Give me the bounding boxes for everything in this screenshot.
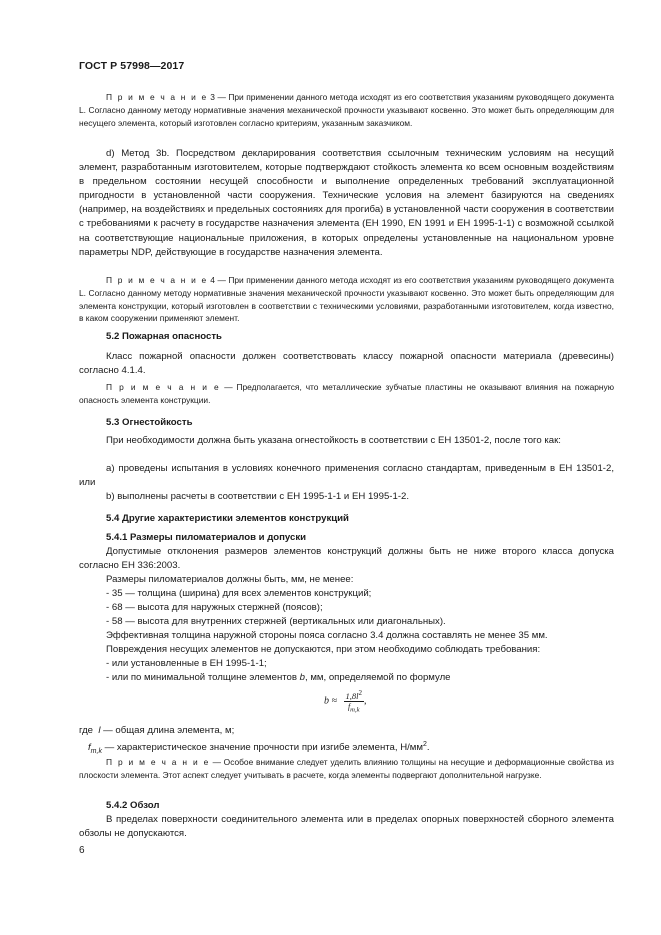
- section-5-4-1-heading: 5.4.1 Размеры пиломатериалов и допуски: [106, 532, 307, 543]
- section-5-4-2-heading: 5.4.2 Обзол: [106, 800, 160, 811]
- section-5-2-note: [79, 381, 614, 407]
- section-5-4-2-text: В пределах поверхности соединительного элемента или в пределах опорных поверхностей сборного элемента обзолы не допускаются.: [79, 814, 614, 840]
- section-5-3-item-b: b) выполнены расчеты в соответствии с ЕН 1995-1-1 и ЕН 1995-1-2.: [106, 491, 410, 502]
- where-description: — характеристическое значение прочности при изгибе элемента, Н/мм: [101, 742, 423, 754]
- variable-b: b: [299, 672, 305, 683]
- variable-l: l: [98, 725, 101, 736]
- denominator-text: f: [347, 701, 351, 711]
- formula-tail: ,: [364, 695, 367, 707]
- unit-exponent: 2: [422, 741, 427, 748]
- where-line-1: [79, 724, 234, 738]
- note-thickness: [79, 756, 614, 782]
- section-5-4-1-line: Повреждения несущих элементов не допускаются, при этом необходимо соблюдать требования:: [106, 644, 541, 655]
- thickness-formula: [324, 689, 367, 713]
- note-label: П р и м е ч а н и е: [106, 92, 208, 102]
- denominator-subscript: m,k: [350, 706, 360, 714]
- document-header: ГОСТ Р 57998—2017: [79, 60, 185, 72]
- section-5-4-1-line: Размеры пиломатериалов должны быть, мм, не менее:: [106, 574, 354, 585]
- where-description: — общая длина элемента, м;: [100, 725, 235, 736]
- numerator-exponent: 2: [358, 689, 363, 697]
- note-text: 3 — При применении данного метода исходят из его соответствия указаниям руководящего документа L. Согласно данному методу нормативные значения механической прочности указывают косвенно. Это может быть определяющим для несущего элемента, который изготовлен согласно критериям, указанным заказчиком.: [79, 92, 614, 128]
- variable-f: f: [88, 742, 91, 754]
- section-5-4-1-line: - или установленные в ЕН 1995-1-1;: [106, 658, 267, 669]
- method-d-paragraph: d) Метод 3b. Посредством декларирования соответствия ссылочным техническим условиям на несущий элемент, разработанным изготовителем, которые подтверждают стойкость элемента ко всем основным воздействиям в предельном состоянии несущей способности и выполнение определенных требований эксплуатационной пригодности в установленной части сооружения. Технические условия на элемент базируются на сведениях (например, на воздействиях и предельных состояниях для прогиба) в установленной части сооружения в соответствии с требованиями к расчету в государстве назначения элемента (ЕН 1990, EN 1991 и ЕН 1995-1-1) с возможной ссылкой на соответствующие национальные приложения, в которых определены установленные на национальном уровне параметры NDP, действующие в государстве назначения элемента.: [79, 148, 614, 258]
- note-text: — Особое внимание следует уделить влиянию толщины на несущие и деформационные свойства из плоскости элемента. Этот аспект следует учитывать в расчете, когда элементы подвергают дополнительной нагрузке.: [79, 757, 614, 780]
- section-5-3-item-a: a) проведены испытания в условиях конечного применения согласно стандартам, приведенным в ЕН 13501-2, или: [79, 463, 614, 489]
- note-3: [79, 91, 614, 129]
- numerator-text: 1,8l: [345, 690, 359, 701]
- section-5-4-1-line: - 68 — высота для наружных стержней (поясов);: [106, 602, 323, 613]
- section-5-4-1-line: - 35 — толщина (ширина) для всех элементов конструкций;: [106, 588, 372, 599]
- section-5-4-heading: 5.4 Другие характеристики элементов конструкций: [106, 513, 349, 524]
- page-number: 6: [79, 845, 85, 856]
- formula-fraction: [344, 689, 365, 713]
- section-5-4-1-line: Эффективная толщина наружной стороны пояса согласно 3.4 должна составлять не менее 35 мм.: [106, 630, 548, 641]
- note-label: П р и м е ч а н и е: [106, 275, 208, 285]
- note-text: 4 — При применении данного метода исходят из его соответствия указаниям руководящего документа L. Согласно данному методу нормативные значения механической прочности указывают косвенно. Это может быть определяющим для элемента конструкции, который изготовлен в соответствии с техническими условиями, разработанными изготовителем, когда известно, в каком сооружении применяют элемент.: [79, 275, 614, 324]
- section-5-4-1-tolerance: Допустимые отклонения размеров элементов конструкций должны быть не ниже второго класса допуска согласно ЕН 336:2003.: [79, 546, 614, 572]
- section-5-4-1-line: - 58 — высота для внутренних стержней (вертикальных или диагональных).: [106, 616, 446, 627]
- formula-denominator: [344, 702, 365, 714]
- where-end: .: [426, 742, 430, 754]
- note-text: — Предполагается, что металлические зубчатые пластины не оказывают влияния на пожарную опасность элемента конструкции.: [79, 382, 614, 405]
- section-5-4-1-line: [106, 671, 451, 685]
- section-5-3-heading: 5.3 Огнестойкость: [106, 417, 193, 428]
- line-text: , мм, определяемой по формуле: [304, 672, 451, 683]
- note-label: П р и м е ч а н и е: [106, 757, 210, 767]
- formula-numerator: [344, 689, 365, 702]
- where-prefix: где: [79, 725, 94, 736]
- section-5-2-text: Класс пожарной опасности должен соответствовать классу пожарной опасности материала (древесины) согласно 4.1.4.: [79, 351, 614, 377]
- formula-lhs: b ≈: [324, 695, 337, 707]
- line-text: - или по минимальной толщине элементов: [106, 672, 300, 683]
- note-label: П р и м е ч а н и е: [106, 382, 221, 392]
- section-5-3-text: При необходимости должна быть указана огнестойкость в соответствии с ЕН 13501-2, после того как:: [106, 435, 561, 446]
- section-5-2-heading: 5.2 Пожарная опасность: [106, 331, 222, 342]
- note-4: [79, 274, 614, 325]
- variable-f-subscript: m,k: [90, 748, 102, 756]
